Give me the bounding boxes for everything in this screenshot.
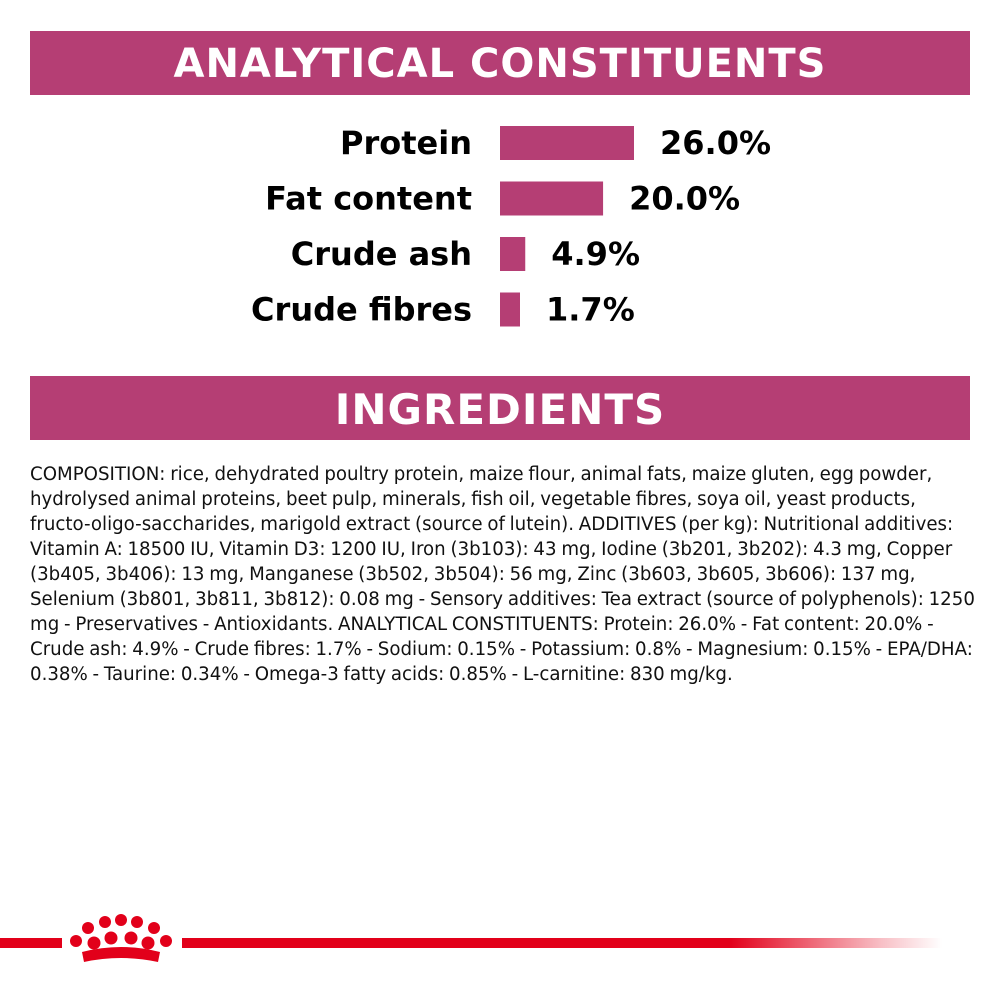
chart-category-label: Crude ash	[290, 235, 472, 273]
ingredients-banner	[30, 376, 970, 440]
chart-bar	[500, 126, 634, 160]
chart-bar	[500, 237, 525, 271]
footer-brand-strip	[0, 912, 1000, 972]
footer-red-line-left	[0, 938, 62, 948]
chart-bar	[500, 293, 520, 327]
chart-bar	[500, 182, 603, 216]
chart-category-label: Protein	[340, 124, 472, 162]
ingredients-title: INGREDIENTS	[334, 385, 666, 434]
footer-red-line	[182, 938, 942, 948]
chart-value-label: 20.0%	[629, 179, 741, 218]
royal-canin-crown-logo-icon	[68, 912, 174, 972]
chart-value-label: 1.7%	[546, 290, 635, 329]
analytical-constituents-banner	[30, 31, 970, 95]
chart-category-label: Crude fibres	[251, 290, 472, 329]
chart-value-label: 26.0%	[660, 124, 772, 162]
analytical-constituents-title: ANALYTICAL CONSTITUENTS	[173, 41, 827, 87]
ingredients-composition-text: COMPOSITION: rice, dehydrated poultry protein, maize flour, animal fats, maize gluten, egg powder, hydrolysed animal proteins, beet pulp, minerals, fish oil, vegetable fibres, soya oil, yeast products, fructo-oligo-saccharides, marigold extract (source of lutein). ADDITIVES (per kg): Nutritional additives: Vitamin A: 18500 IU, Vitamin D3: 1200 IU, Iron (3b103): 43 mg, Iodine (3b201, 3b202): 4.3 mg, Copper (3b405, 3b406): 13 mg, Manganese (3b502, 3b504): 56 mg, Zinc (3b603, 3b605, 3b606): 137 mg, Selenium (3b801, 3b811, 3b812): 0.08 mg - Sensory additives: Tea extract (source of polyphenols): 1250 mg - Preservatives - Antioxidants. ANALYTICAL CONSTITUENTS: Protein: 26.0% - Fat content: 20.0% - Crude ash: 4.9% - Crude fibres: 1.7% - Sodium: 0.15% - Potassium: 0.8% - Magnesium: 0.15% - EPA/DHA: 0.38% - Taurine: 0.34% - Omega-3 fatty acids: 0.85% - L-carnitine: 830 mg/kg.	[30, 464, 975, 685]
chart-value-label: 4.9%	[551, 235, 641, 273]
analytical-constituents-chart	[0, 110, 1000, 350]
chart-category-label: Fat content	[265, 179, 472, 218]
